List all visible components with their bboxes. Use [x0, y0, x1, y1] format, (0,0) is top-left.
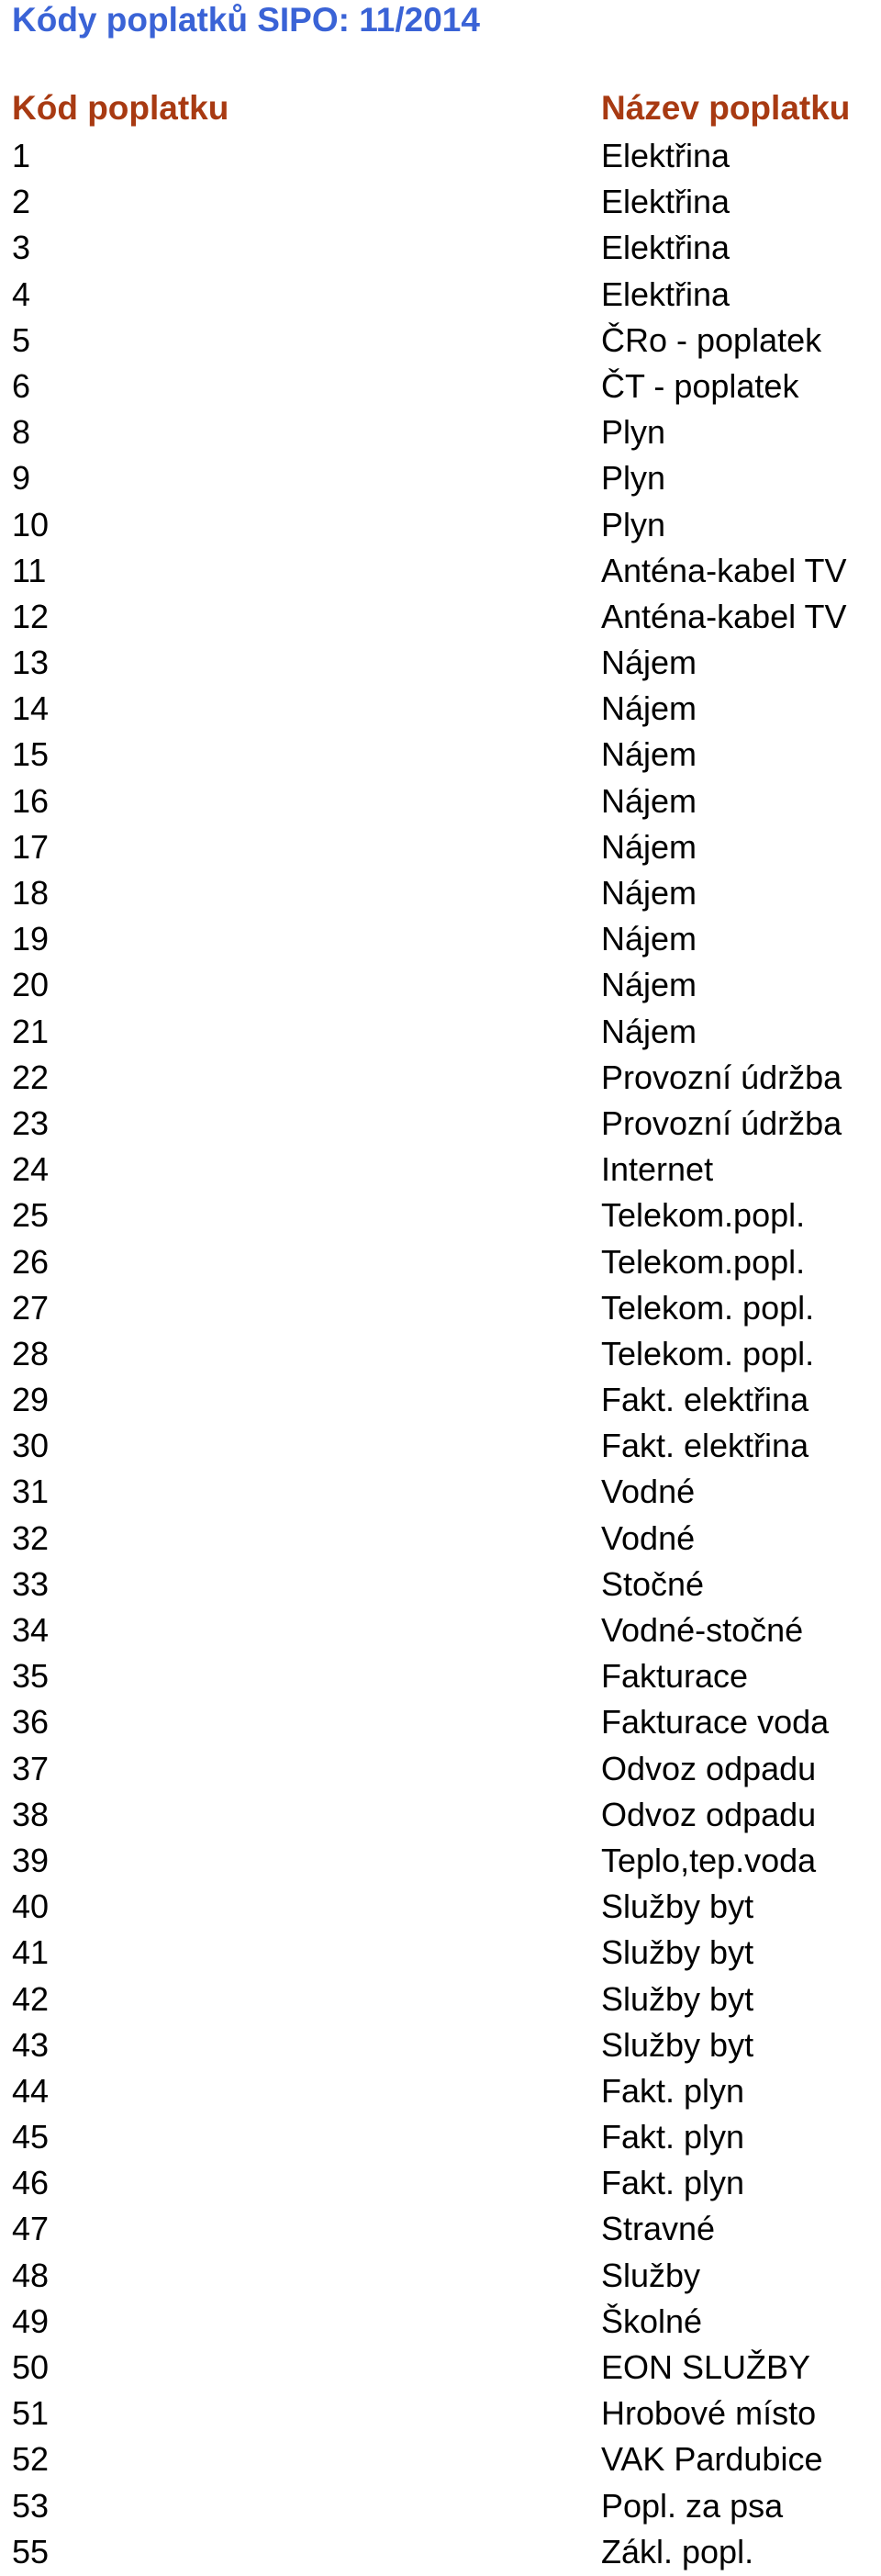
fee-code-cell: 36	[12, 1703, 50, 1742]
fee-name-cell: Vodné	[601, 1518, 696, 1557]
table-row	[0, 1607, 881, 1653]
fee-code-cell: 9	[12, 459, 31, 498]
table-row	[0, 1423, 881, 1469]
fee-name-cell: Plyn	[601, 459, 666, 498]
table-row	[0, 916, 881, 962]
fee-code-cell: 33	[12, 1564, 50, 1603]
table-row	[0, 1562, 881, 1607]
fee-code-cell: 44	[12, 2071, 50, 2110]
fee-name-cell: Anténa-kabel TV	[601, 597, 847, 635]
fee-name-cell: Nájem	[601, 966, 697, 1004]
table-row	[0, 686, 881, 732]
fee-name-cell: Fakt. plyn	[601, 2118, 745, 2156]
fee-code-cell: 4	[12, 274, 31, 313]
fee-name-cell: Odvoz odpadu	[601, 1749, 817, 1787]
table-row	[0, 1884, 881, 1930]
table-row	[0, 1469, 881, 1515]
fee-code-cell: 42	[12, 1979, 50, 2018]
table-row	[0, 1193, 881, 1238]
fee-code-cell: 22	[12, 1058, 50, 1096]
fee-code-cell: 39	[12, 1841, 50, 1879]
fee-code-cell: 30	[12, 1427, 50, 1465]
fee-name-cell: Odvoz odpadu	[601, 1795, 817, 1833]
fee-name-cell: ČRo - poplatek	[601, 320, 822, 359]
fee-name-cell: Internet	[601, 1150, 714, 1189]
fee-code-cell: 26	[12, 1242, 50, 1281]
table-row	[0, 640, 881, 686]
table-row	[0, 502, 881, 548]
table-row	[0, 594, 881, 640]
table-row	[0, 1653, 881, 1699]
fee-code-cell: 28	[12, 1334, 50, 1372]
table-row	[0, 1009, 881, 1055]
fee-name-cell: VAK Pardubice	[601, 2440, 823, 2479]
fee-name-cell: Fakturace	[601, 1657, 749, 1696]
table-row	[0, 2206, 881, 2252]
fee-code-cell: 53	[12, 2486, 50, 2525]
fee-code-cell: 8	[12, 413, 31, 452]
fee-name-cell: Elektřina	[601, 229, 730, 267]
fee-code-cell: 3	[12, 229, 31, 267]
table-row	[0, 548, 881, 594]
fee-name-cell: Hrobové místo	[601, 2394, 817, 2433]
fee-name-cell: Fakt. plyn	[601, 2164, 745, 2202]
fee-code-cell: 38	[12, 1795, 50, 1833]
fee-code-cell: 13	[12, 644, 50, 682]
table-row	[0, 318, 881, 364]
table-row	[0, 732, 881, 778]
fee-name-cell: EON SLUŽBY	[601, 2348, 811, 2386]
fee-code-cell: 12	[12, 597, 50, 635]
table-row	[0, 870, 881, 916]
fee-code-cell: 31	[12, 1473, 50, 1511]
fee-code-cell: 52	[12, 2440, 50, 2479]
fee-name-cell: Nájem	[601, 874, 697, 912]
fee-name-cell: Nájem	[601, 920, 697, 958]
fee-name-cell: Elektřina	[601, 137, 730, 174]
fee-name-cell: Fakt. elektřina	[601, 1427, 809, 1465]
table-row	[0, 1331, 881, 1377]
fee-code-cell: 40	[12, 1887, 50, 1926]
table-row	[0, 2253, 881, 2299]
table-row	[0, 2160, 881, 2206]
fee-code-cell: 18	[12, 874, 50, 912]
fee-code-cell: 41	[12, 1933, 50, 1972]
fee-code-cell: 14	[12, 689, 50, 728]
table-row	[0, 824, 881, 870]
fee-name-cell: Služby byt	[601, 1979, 754, 2018]
fee-name-cell: Fakturace voda	[601, 1703, 830, 1742]
fee-code-cell: 11	[12, 551, 47, 589]
table-row	[0, 1838, 881, 1884]
fee-name-cell: Stočné	[601, 1564, 705, 1603]
table-row	[0, 2345, 881, 2391]
table-row	[0, 1147, 881, 1193]
fee-code-cell: 43	[12, 2025, 50, 2064]
table-row	[0, 1792, 881, 1838]
table-row	[0, 364, 881, 409]
fee-code-cell: 34	[12, 1611, 50, 1649]
fee-code-cell: 48	[12, 2256, 50, 2294]
fee-code-cell: 46	[12, 2164, 50, 2202]
fee-name-cell: Nájem	[601, 827, 697, 866]
table-row	[0, 225, 881, 271]
fee-code-cell: 20	[12, 966, 50, 1004]
fee-code-cell: 19	[12, 920, 50, 958]
table-row	[0, 1239, 881, 1285]
fee-name-cell: ČT - poplatek	[601, 366, 799, 405]
table-row	[0, 1285, 881, 1331]
fee-name-cell: Služby	[601, 2256, 701, 2294]
fee-code-cell: 16	[12, 781, 50, 820]
fee-code-cell: 6	[12, 366, 31, 405]
table-row	[0, 1930, 881, 1976]
fee-name-cell: Telekom. popl.	[601, 1288, 815, 1327]
table-row	[0, 1101, 881, 1147]
table-row	[0, 455, 881, 501]
fee-code-cell: 32	[12, 1518, 50, 1557]
fee-name-cell: Elektřina	[601, 183, 730, 221]
fee-name-cell: Provozní údržba	[601, 1103, 842, 1142]
fee-name-cell: Vodné-stočné	[601, 1611, 804, 1649]
fee-code-cell: 51	[12, 2394, 50, 2433]
table-row	[0, 1377, 881, 1423]
fee-name-cell: Služby byt	[601, 1933, 754, 1972]
fee-name-cell: Fakt. elektřina	[601, 1381, 809, 1419]
fee-name-cell: Telekom.popl.	[601, 1242, 806, 1281]
fee-code-cell: 1	[12, 137, 31, 174]
fee-name-cell: Zákl. popl.	[601, 2532, 754, 2570]
table-row	[0, 1746, 881, 1792]
table-row	[0, 2114, 881, 2160]
fee-code-cell: 5	[12, 320, 31, 359]
fee-name-cell: Vodné	[601, 1473, 696, 1511]
fee-code-cell: 50	[12, 2348, 50, 2386]
fee-code-cell: 23	[12, 1103, 50, 1142]
table-row	[0, 2068, 881, 2114]
fee-name-cell: Fakt. plyn	[601, 2071, 745, 2110]
fee-name-cell: Popl. za psa	[601, 2486, 784, 2525]
column-header-code: Kód poplatku	[12, 89, 229, 127]
table-row	[0, 2483, 881, 2529]
table-row	[0, 179, 881, 225]
table-row	[0, 1516, 881, 1562]
fee-name-cell: Služby byt	[601, 1887, 754, 1926]
column-header-name: Název poplatku	[601, 89, 851, 127]
table-row	[0, 272, 881, 318]
table-row	[0, 962, 881, 1008]
fee-name-cell: Nájem	[601, 689, 697, 728]
fee-name-cell: Služby byt	[601, 2025, 754, 2064]
table-row	[0, 1977, 881, 2022]
table-row	[0, 2436, 881, 2482]
fee-name-cell: Anténa-kabel TV	[601, 551, 847, 589]
fee-code-cell: 10	[12, 505, 50, 543]
fee-name-cell: Provozní údržba	[601, 1058, 842, 1096]
table-row	[0, 778, 881, 824]
fee-code-cell: 35	[12, 1657, 50, 1696]
fee-code-cell: 24	[12, 1150, 50, 1189]
fee-name-cell: Školné	[601, 2302, 703, 2340]
table-row	[0, 409, 881, 455]
fee-code-cell: 2	[12, 183, 31, 221]
fee-name-cell: Plyn	[601, 505, 666, 543]
fee-code-cell: 21	[12, 1012, 50, 1050]
fee-name-cell: Teplo,tep.voda	[601, 1841, 817, 1879]
fee-name-cell: Telekom.popl.	[601, 1196, 806, 1235]
fee-code-cell: 45	[12, 2118, 50, 2156]
table-row	[0, 2529, 881, 2575]
fee-name-cell: Nájem	[601, 1012, 697, 1050]
fee-name-cell: Elektřina	[601, 274, 730, 313]
fee-name-cell: Nájem	[601, 735, 697, 774]
fee-code-cell: 29	[12, 1381, 50, 1419]
fee-name-cell: Stravné	[601, 2210, 716, 2248]
fee-name-cell: Nájem	[601, 781, 697, 820]
table-row	[0, 2391, 881, 2436]
fee-name-cell: Nájem	[601, 644, 697, 682]
fee-code-cell: 37	[12, 1749, 50, 1787]
table-row	[0, 1699, 881, 1745]
fee-code-cell: 25	[12, 1196, 50, 1235]
fee-code-cell: 15	[12, 735, 50, 774]
fee-code-cell: 49	[12, 2302, 50, 2340]
fee-code-cell: 47	[12, 2210, 50, 2248]
fee-name-cell: Telekom. popl.	[601, 1334, 815, 1372]
table-row	[0, 2022, 881, 2068]
fee-code-cell: 27	[12, 1288, 50, 1327]
document-title: Kódy poplatků SIPO: 11/2014	[12, 1, 480, 39]
table-row	[0, 133, 881, 179]
fee-code-table	[0, 133, 881, 2575]
fee-name-cell: Plyn	[601, 413, 666, 452]
fee-code-cell: 17	[12, 827, 50, 866]
fee-code-cell: 55	[12, 2532, 50, 2570]
table-row	[0, 2299, 881, 2345]
table-row	[0, 1055, 881, 1101]
